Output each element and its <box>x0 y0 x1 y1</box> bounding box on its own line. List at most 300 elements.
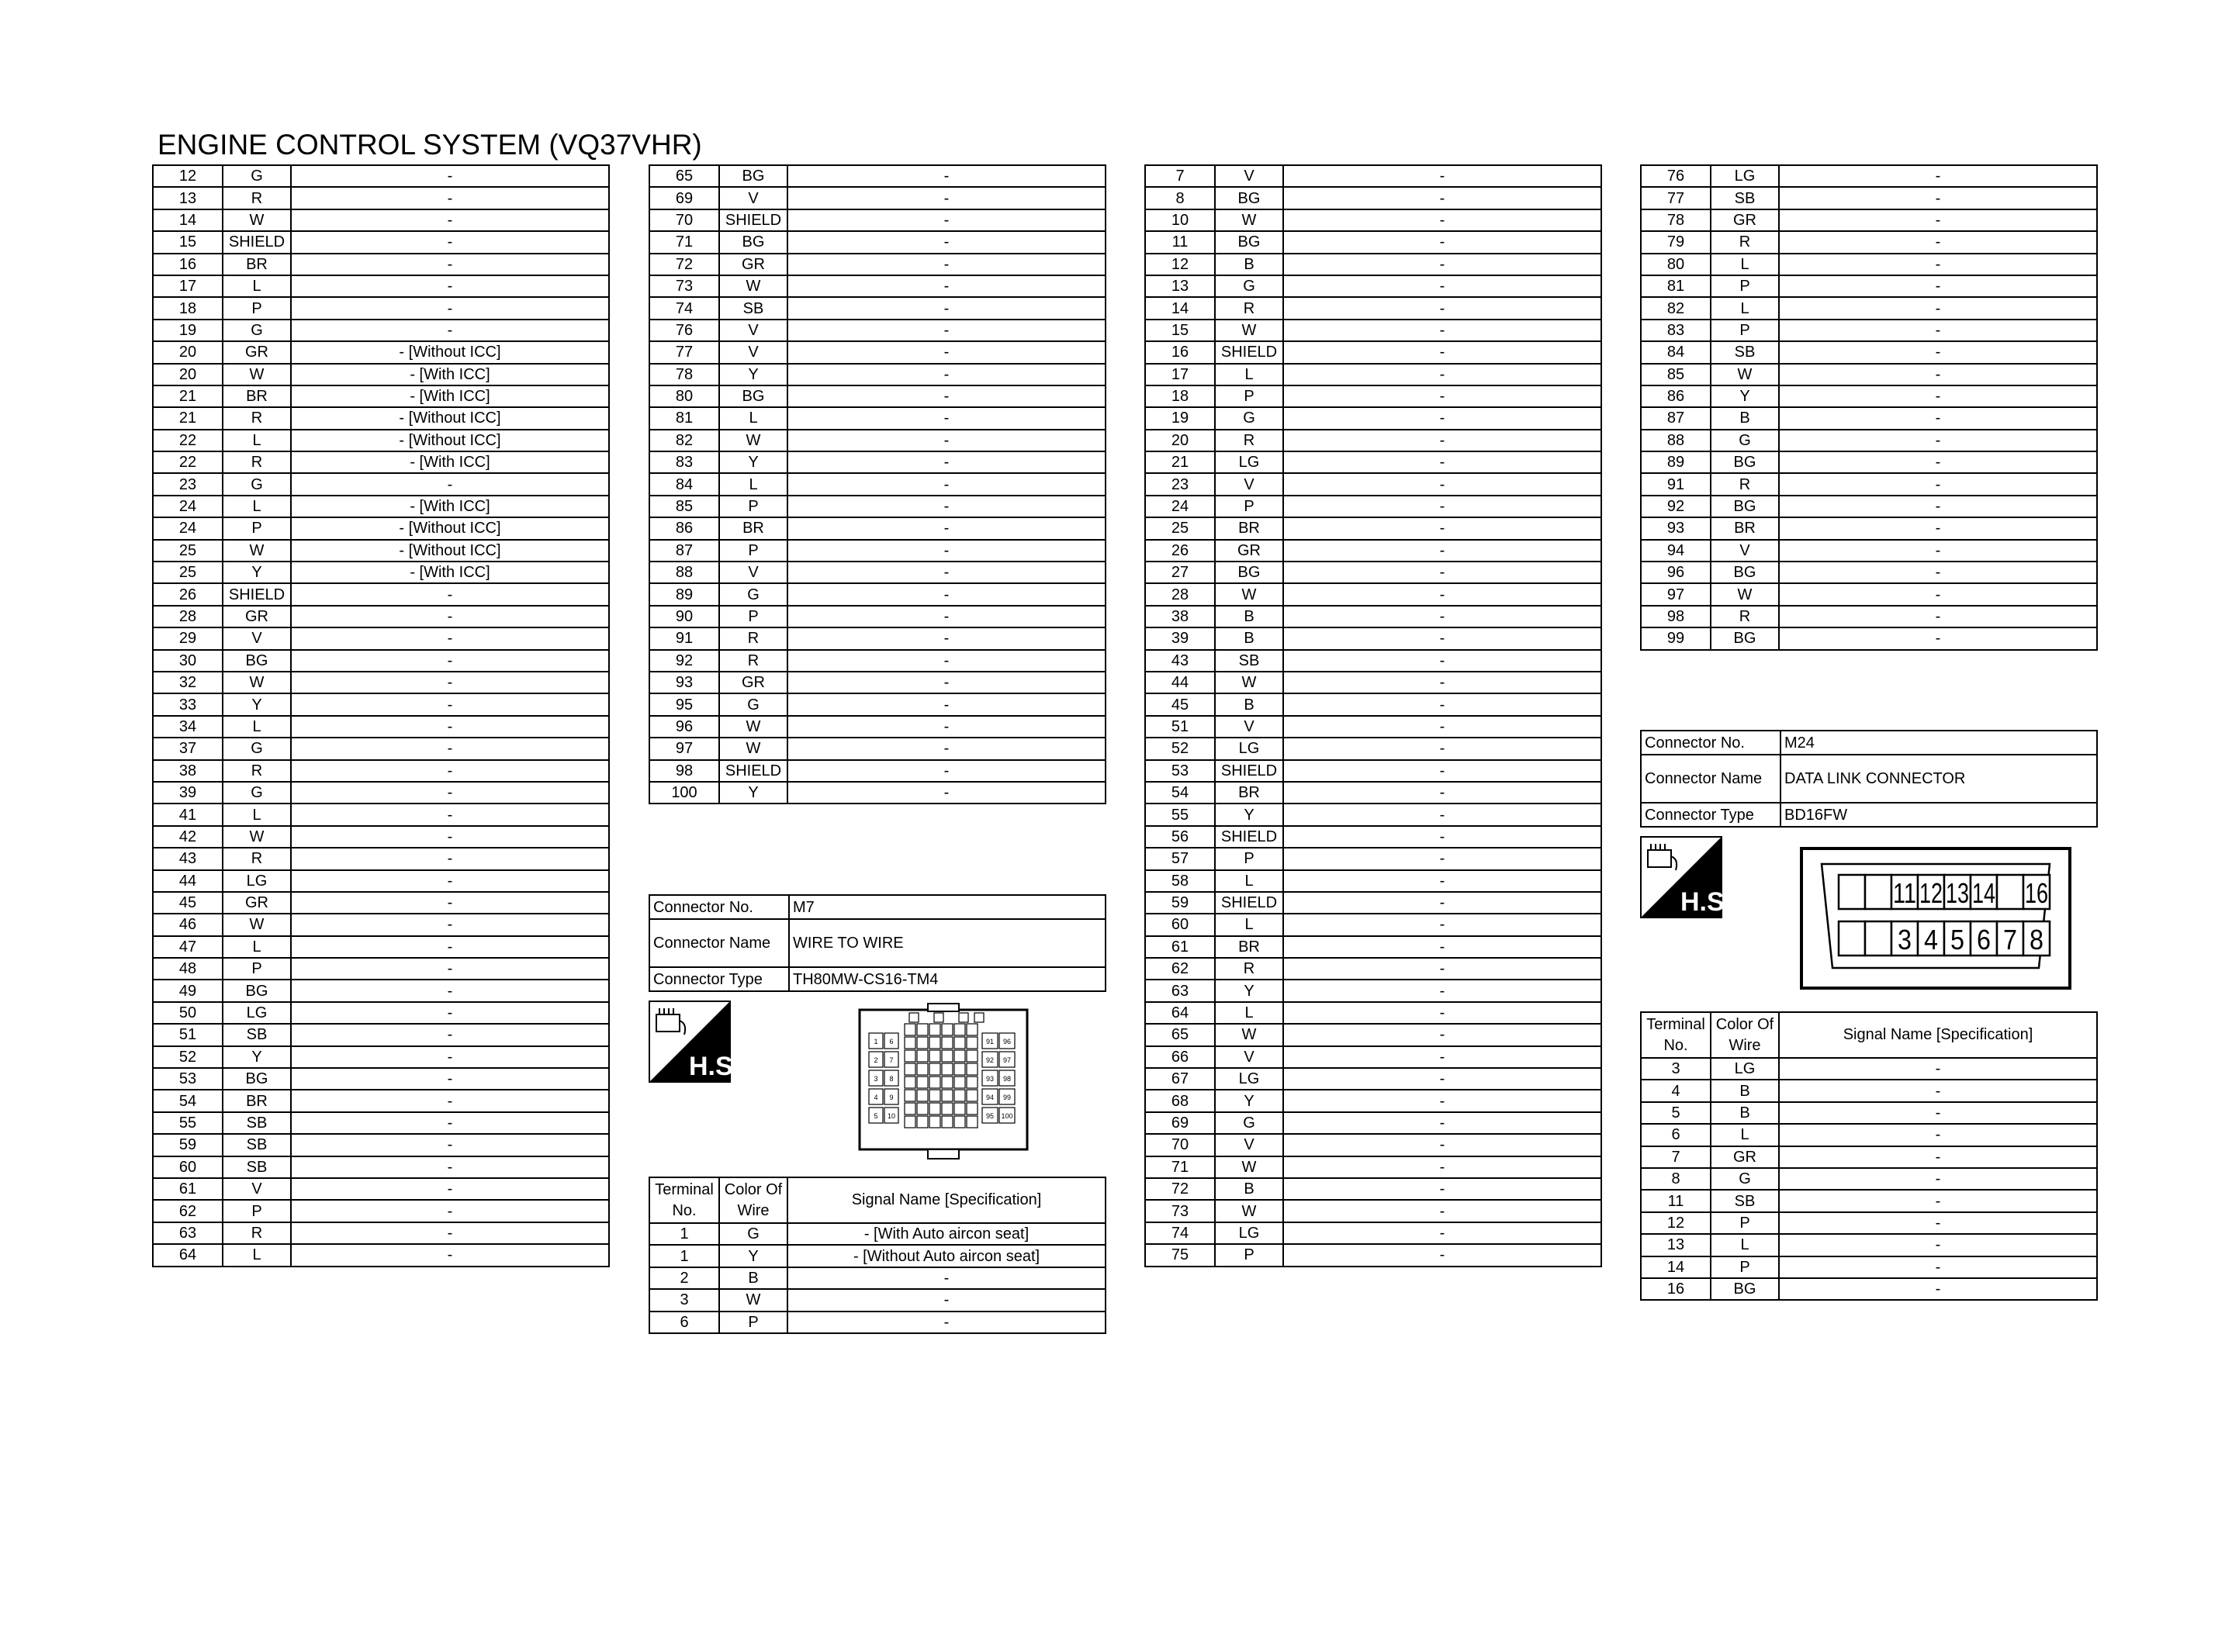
terminal-no-cell: 27 <box>1145 562 1215 583</box>
signal-name-cell: - <box>787 496 1106 517</box>
table-row <box>649 430 1106 451</box>
pin-cell <box>917 1090 928 1101</box>
signal-name-cell: - [Without ICC] <box>291 540 609 562</box>
terminal-no-cell: 61 <box>1145 936 1215 958</box>
wire-color-cell: P <box>1215 1244 1283 1266</box>
table-row <box>649 407 1106 429</box>
table-row <box>153 165 609 187</box>
table-row <box>1641 451 2097 473</box>
wire-color-cell: L <box>223 275 291 297</box>
terminal-no-cell: 6 <box>1641 1124 1711 1146</box>
table-row <box>1641 1278 2097 1300</box>
terminal-no-cell: 53 <box>153 1068 223 1090</box>
wire-color-cell: Y <box>719 364 787 385</box>
terminal-no-cell: 76 <box>1641 165 1711 187</box>
wire-color-cell: BR <box>1215 936 1283 958</box>
signal-name-cell: - <box>1779 209 2097 231</box>
wire-color-cell: LG <box>223 870 291 892</box>
pin-number: 7 <box>2003 924 2017 956</box>
wire-color-cell: V <box>719 320 787 341</box>
pin-cell <box>929 1024 940 1035</box>
pin-cell <box>905 1037 915 1049</box>
signal-name-cell: - <box>1283 275 1601 297</box>
signal-name-cell: - <box>1779 1080 2097 1101</box>
signal-name-cell: - <box>1283 1046 1601 1068</box>
terminal-no-cell: 21 <box>153 407 223 429</box>
signal-name-cell: - <box>1283 1244 1601 1266</box>
signal-name-cell: - <box>1283 870 1601 892</box>
table-row <box>649 627 1106 649</box>
terminal-no-cell: 55 <box>1145 804 1215 825</box>
wire-color-cell: G <box>223 738 291 759</box>
terminal-no-cell: 30 <box>153 650 223 672</box>
wire-color-cell: L <box>1215 914 1283 935</box>
signal-name-cell: - <box>1283 165 1601 187</box>
table-row <box>153 1134 609 1156</box>
table-row <box>1641 1212 2097 1234</box>
terminal-no-cell: 11 <box>1145 231 1215 253</box>
terminal-no-cell: 15 <box>153 231 223 253</box>
terminal-no-cell: 53 <box>1145 760 1215 782</box>
wire-color-cell: R <box>223 848 291 869</box>
signal-name-cell: - <box>787 693 1106 715</box>
wire-color-cell: W <box>719 430 787 451</box>
wire-color-cell: W <box>1215 320 1283 341</box>
table-row <box>649 583 1106 605</box>
pin-number: 98 <box>1002 1075 1012 1083</box>
signal-name-cell: - <box>1283 1134 1601 1156</box>
terminal-no-cell: 99 <box>1641 627 1711 649</box>
pin-cell <box>954 1063 965 1075</box>
terminal-no-cell: 17 <box>153 275 223 297</box>
signal-name-cell: - <box>1283 254 1601 275</box>
table-row <box>1145 627 1601 649</box>
table-row <box>649 517 1106 539</box>
terminal-no-cell: 94 <box>1641 540 1711 562</box>
wire-color-cell: P <box>1215 496 1283 517</box>
signal-name-cell: - <box>291 716 609 738</box>
table-row <box>1145 1134 1601 1156</box>
wire-color-cell: R <box>1215 430 1283 451</box>
wire-color-cell: L <box>1215 870 1283 892</box>
table-row <box>153 364 609 385</box>
signal-name-cell: - <box>291 804 609 825</box>
wire-color-cell: W <box>719 1289 787 1311</box>
table-row <box>153 231 609 253</box>
table-row <box>1145 341 1601 363</box>
wire-color-cell: R <box>223 451 291 473</box>
terminal-no-cell: 16 <box>153 254 223 275</box>
connector-type-value: TH80MW-CS16-TM4 <box>789 967 1106 991</box>
terminal-no-cell: 95 <box>649 693 719 715</box>
signal-name-cell: - [With ICC] <box>291 451 609 473</box>
terminal-no-cell: 1 <box>649 1223 719 1245</box>
signal-name-cell: - <box>1283 496 1601 517</box>
table-row <box>1145 473 1601 495</box>
table-row <box>1145 1178 1601 1200</box>
wire-color-cell: L <box>719 473 787 495</box>
wire-color-cell: GR <box>719 672 787 693</box>
wire-color-cell: L <box>1711 254 1779 275</box>
signal-name-cell: - <box>1283 341 1601 363</box>
terminal-no-cell: 75 <box>1145 1244 1215 1266</box>
wire-color-cell: G <box>1215 407 1283 429</box>
pin-number: 96 <box>1002 1038 1012 1045</box>
wire-color-cell: Y <box>1215 1090 1283 1111</box>
terminal-no-cell: 65 <box>1145 1024 1215 1045</box>
terminal-no-cell: 91 <box>1641 473 1711 495</box>
pin-cell <box>1997 875 2023 909</box>
terminal-no-cell: 42 <box>153 826 223 848</box>
table-row <box>1641 1256 2097 1278</box>
wire-color-cell: LG <box>223 1002 291 1024</box>
terminal-no-cell: 33 <box>153 693 223 715</box>
pin-cell <box>905 1063 915 1075</box>
terminal-no-cell: 81 <box>1641 275 1711 297</box>
signal-name-cell: - <box>787 407 1106 429</box>
wire-color-cell: GR <box>223 606 291 627</box>
wire-color-cell: R <box>1711 606 1779 627</box>
terminal-no-cell: 86 <box>1641 385 1711 407</box>
signal-name-cell: - <box>291 1002 609 1024</box>
signal-name-cell: - <box>1779 473 2097 495</box>
terminal-no-cell: 60 <box>1145 914 1215 935</box>
terminal-no-cell: 12 <box>1145 254 1215 275</box>
terminal-no-cell: 55 <box>153 1112 223 1134</box>
wire-color-cell: BR <box>223 254 291 275</box>
signal-name-cell: - <box>1283 782 1601 804</box>
terminal-no-cell: 98 <box>1641 606 1711 627</box>
terminal-no-cell: 25 <box>153 562 223 583</box>
signal-name-cell: - <box>291 958 609 980</box>
terminal-no-cell: 64 <box>1145 1002 1215 1024</box>
table-row <box>1641 1190 2097 1211</box>
wire-color-cell: W <box>1215 672 1283 693</box>
wire-color-cell: R <box>223 187 291 209</box>
wire-color-cell: L <box>1215 1002 1283 1024</box>
connector-no-label: Connector No. <box>1641 731 1780 755</box>
table-row <box>153 738 609 759</box>
terminal-no-cell: 98 <box>649 760 719 782</box>
wire-color-cell: P <box>1215 385 1283 407</box>
harness-side-icon <box>649 1001 741 1083</box>
table-row <box>1145 782 1601 804</box>
signal-name-cell: - <box>1779 320 2097 341</box>
terminal-no-cell: 20 <box>153 341 223 363</box>
table-row <box>1145 496 1601 517</box>
signal-name-cell: - <box>787 1289 1106 1311</box>
table-row <box>1145 187 1601 209</box>
table-row <box>153 1178 609 1200</box>
terminal-no-cell: 77 <box>649 341 719 363</box>
terminal-no-cell: 85 <box>1641 364 1711 385</box>
terminal-no-cell: 13 <box>1145 275 1215 297</box>
table-row <box>153 848 609 869</box>
signal-name-cell: - <box>1779 407 2097 429</box>
pin-number: 97 <box>1002 1056 1012 1064</box>
terminal-no-cell: 70 <box>1145 1134 1215 1156</box>
terminal-no-cell: 62 <box>153 1200 223 1222</box>
table-row <box>153 826 609 848</box>
wire-color-cell: P <box>719 1312 787 1333</box>
table-row <box>1145 165 1601 187</box>
wire-color-cell: BG <box>223 980 291 1001</box>
table-row <box>1145 1024 1601 1045</box>
signal-name-cell: - <box>1283 1200 1601 1222</box>
wire-color-cell: LG <box>1215 738 1283 759</box>
terminal-no-cell: 44 <box>153 870 223 892</box>
table-row <box>649 364 1106 385</box>
terminal-no-cell: 93 <box>649 672 719 693</box>
wire-color-cell: GR <box>223 341 291 363</box>
signal-name-cell: - <box>787 275 1106 297</box>
wire-color-cell: W <box>1711 583 1779 605</box>
table-row <box>1145 738 1601 759</box>
signal-name-cell: - <box>291 980 609 1001</box>
signal-name-cell: - <box>1283 540 1601 562</box>
signal-name-cell: - <box>787 738 1106 759</box>
wire-color-cell: G <box>1215 275 1283 297</box>
wire-color-cell: BG <box>1711 562 1779 583</box>
table-row <box>153 407 609 429</box>
signal-name-cell: - <box>787 517 1106 539</box>
signal-name-cell: - <box>291 1244 609 1266</box>
table-row <box>153 804 609 825</box>
wire-color-cell: G <box>223 320 291 341</box>
signal-name-cell: - <box>291 760 609 782</box>
pin-number: 3 <box>874 1075 878 1083</box>
signal-name-cell: - <box>1779 627 2097 649</box>
wire-color-cell: W <box>223 540 291 562</box>
connector-name-label: Connector Name <box>1641 755 1780 803</box>
terminal-no-cell: 22 <box>153 451 223 473</box>
signal-name-cell: - <box>291 473 609 495</box>
wire-color-cell: BR <box>1215 517 1283 539</box>
pin-cell <box>929 1063 940 1075</box>
terminal-no-cell: 58 <box>1145 870 1215 892</box>
terminal-no-cell: 84 <box>1641 341 1711 363</box>
signal-name-cell: - <box>291 826 609 848</box>
pin-cell <box>942 1116 953 1128</box>
terminal-no-cell: 74 <box>649 297 719 319</box>
connector-face-diagram-m24 <box>1800 847 2071 990</box>
terminal-no-cell: 69 <box>1145 1112 1215 1134</box>
wire-color-cell: SB <box>719 297 787 319</box>
terminal-no-cell: 24 <box>1145 496 1215 517</box>
pin-number: 6 <box>889 1038 894 1045</box>
wire-color-cell: W <box>719 716 787 738</box>
pin-cell <box>917 1037 928 1049</box>
pin-cell <box>929 1037 940 1049</box>
pin-number: 4 <box>874 1094 878 1101</box>
wire-color-cell: B <box>1215 1178 1283 1200</box>
terminal-no-cell: 25 <box>1145 517 1215 539</box>
table-row <box>649 341 1106 363</box>
terminal-no-cell: 82 <box>1641 297 1711 319</box>
signal-name-cell: - <box>1779 341 2097 363</box>
wire-color-cell: R <box>719 650 787 672</box>
pin-number: 5 <box>874 1112 878 1120</box>
wire-color-cell: BR <box>719 517 787 539</box>
pin-cell <box>942 1077 953 1088</box>
pin-number: 7 <box>889 1056 894 1064</box>
terminal-no-cell: 57 <box>1145 848 1215 869</box>
wire-color-cell: SHIELD <box>1215 341 1283 363</box>
signal-name-cell: - <box>1283 231 1601 253</box>
signal-name-cell: - <box>1779 1190 2097 1211</box>
table-row <box>153 1024 609 1045</box>
pin-number: 8 <box>889 1075 894 1083</box>
wire-color-cell: L <box>223 804 291 825</box>
wire-color-cell: P <box>1711 1256 1779 1278</box>
pin-number: 14 <box>1972 877 1995 909</box>
table-row <box>649 1267 1106 1289</box>
table-row <box>153 473 609 495</box>
table-row <box>1145 1002 1601 1024</box>
terminal-no-cell: 20 <box>1145 430 1215 451</box>
table-row <box>649 451 1106 473</box>
signal-name-header: Signal Name [Specification] <box>787 1177 1106 1223</box>
pin-number: 100 <box>1001 1112 1013 1120</box>
terminal-no-cell: 21 <box>153 385 223 407</box>
signal-name-cell: - <box>291 693 609 715</box>
table-row <box>1641 320 2097 341</box>
wire-color-cell: SHIELD <box>1215 760 1283 782</box>
table-row <box>1145 826 1601 848</box>
wire-color-cell: BG <box>719 385 787 407</box>
wire-color-cell: V <box>223 627 291 649</box>
signal-name-cell: - <box>1283 958 1601 980</box>
table-row <box>153 760 609 782</box>
signal-name-cell: - <box>1283 892 1601 914</box>
table-row <box>1641 209 2097 231</box>
wire-color-cell: W <box>719 275 787 297</box>
pin-cell <box>954 1037 965 1049</box>
wire-color-cell: R <box>223 1222 291 1244</box>
terminal-no-cell: 7 <box>1145 165 1215 187</box>
table-row <box>1145 254 1601 275</box>
wire-color-cell: G <box>1215 1112 1283 1134</box>
signal-name-cell: - <box>787 187 1106 209</box>
terminal-no-cell: 46 <box>153 914 223 935</box>
table-row <box>153 1244 609 1266</box>
pin-cell <box>967 1024 978 1035</box>
pin-cell <box>967 1103 978 1115</box>
signal-name-cell: - [Without ICC] <box>291 517 609 539</box>
pin-number: 4 <box>1924 924 1938 956</box>
table-row <box>1641 1168 2097 1190</box>
pin-cell <box>967 1063 978 1075</box>
signal-name-cell: - <box>1283 297 1601 319</box>
terminal-no-cell: 79 <box>1641 231 1711 253</box>
signal-name-cell: - <box>787 165 1106 187</box>
page-title: ENGINE CONTROL SYSTEM (VQ37VHR) <box>157 129 702 161</box>
terminal-no-cell: 87 <box>1641 407 1711 429</box>
wire-color-cell: B <box>1215 693 1283 715</box>
wire-color-cell: V <box>719 341 787 363</box>
table-row <box>153 341 609 363</box>
wire-color-cell: W <box>1711 364 1779 385</box>
table-row <box>1641 297 2097 319</box>
signal-name-cell: - <box>1779 165 2097 187</box>
pin-cell <box>905 1090 915 1101</box>
wire-color-cell: LG <box>1711 165 1779 187</box>
table-row <box>153 517 609 539</box>
table-row <box>153 562 609 583</box>
signal-name-cell: - <box>291 892 609 914</box>
wire-color-cell: R <box>1711 231 1779 253</box>
signal-name-cell: - <box>291 627 609 649</box>
wire-color-cell: L <box>1215 364 1283 385</box>
terminal-no-cell: 69 <box>649 187 719 209</box>
wire-color-cell: Y <box>1711 385 1779 407</box>
signal-name-cell: - <box>1779 451 2097 473</box>
wire-color-cell: L <box>1711 1124 1779 1146</box>
table-row <box>1641 517 2097 539</box>
table-row <box>153 693 609 715</box>
signal-name-cell: - <box>291 1112 609 1134</box>
table-row <box>1145 517 1601 539</box>
connector-name-value: DATA LINK CONNECTOR <box>1780 755 2097 803</box>
terminal-no-cell: 91 <box>649 627 719 649</box>
wire-color-cell: V <box>223 1178 291 1200</box>
pin-number: 12 <box>1919 877 1943 909</box>
terminal-no-cell: 45 <box>153 892 223 914</box>
terminal-no-cell: 43 <box>1145 650 1215 672</box>
table-row <box>649 473 1106 495</box>
pin-cell <box>959 1013 968 1022</box>
table-row <box>153 1068 609 1090</box>
signal-name-cell: - <box>291 672 609 693</box>
terminal-no-cell: 89 <box>1641 451 1711 473</box>
table-row <box>153 209 609 231</box>
pin-cell <box>954 1024 965 1035</box>
terminal-no-cell: 92 <box>649 650 719 672</box>
terminal-no-cell: 11 <box>1641 1190 1711 1211</box>
terminal-no-cell: 68 <box>1145 1090 1215 1111</box>
signal-name-cell: - <box>1283 583 1601 605</box>
signal-name-cell: - <box>787 540 1106 562</box>
terminal-no-cell: 48 <box>153 958 223 980</box>
signal-name-cell: - <box>1283 1112 1601 1134</box>
wire-color-cell: W <box>1215 209 1283 231</box>
harness-side-icon <box>1640 836 1732 918</box>
signal-name-cell: - [Without ICC] <box>291 430 609 451</box>
table-row <box>1145 650 1601 672</box>
signal-name-cell: - <box>787 430 1106 451</box>
wire-color-cell: P <box>1215 848 1283 869</box>
terminal-no-cell: 85 <box>649 496 719 517</box>
terminal-no-cell: 93 <box>1641 517 1711 539</box>
pin-cell <box>942 1063 953 1075</box>
terminal-no-cell: 72 <box>649 254 719 275</box>
terminal-no-cell: 39 <box>153 782 223 804</box>
pin-cell <box>954 1103 965 1115</box>
terminal-no-cell: 14 <box>1145 297 1215 319</box>
signal-name-cell: - <box>291 914 609 935</box>
wire-color-cell: SB <box>223 1156 291 1178</box>
terminal-no-cell: 18 <box>1145 385 1215 407</box>
terminal-no-cell: 21 <box>1145 451 1215 473</box>
wire-color-cell: BR <box>223 385 291 407</box>
wire-color-cell: BG <box>1711 451 1779 473</box>
pin-cell <box>967 1050 978 1062</box>
table-row <box>1641 540 2097 562</box>
table-row <box>649 672 1106 693</box>
signal-name-cell: - <box>291 187 609 209</box>
terminal-table-m7 <box>649 1177 1106 1334</box>
table-row <box>649 1245 1106 1267</box>
